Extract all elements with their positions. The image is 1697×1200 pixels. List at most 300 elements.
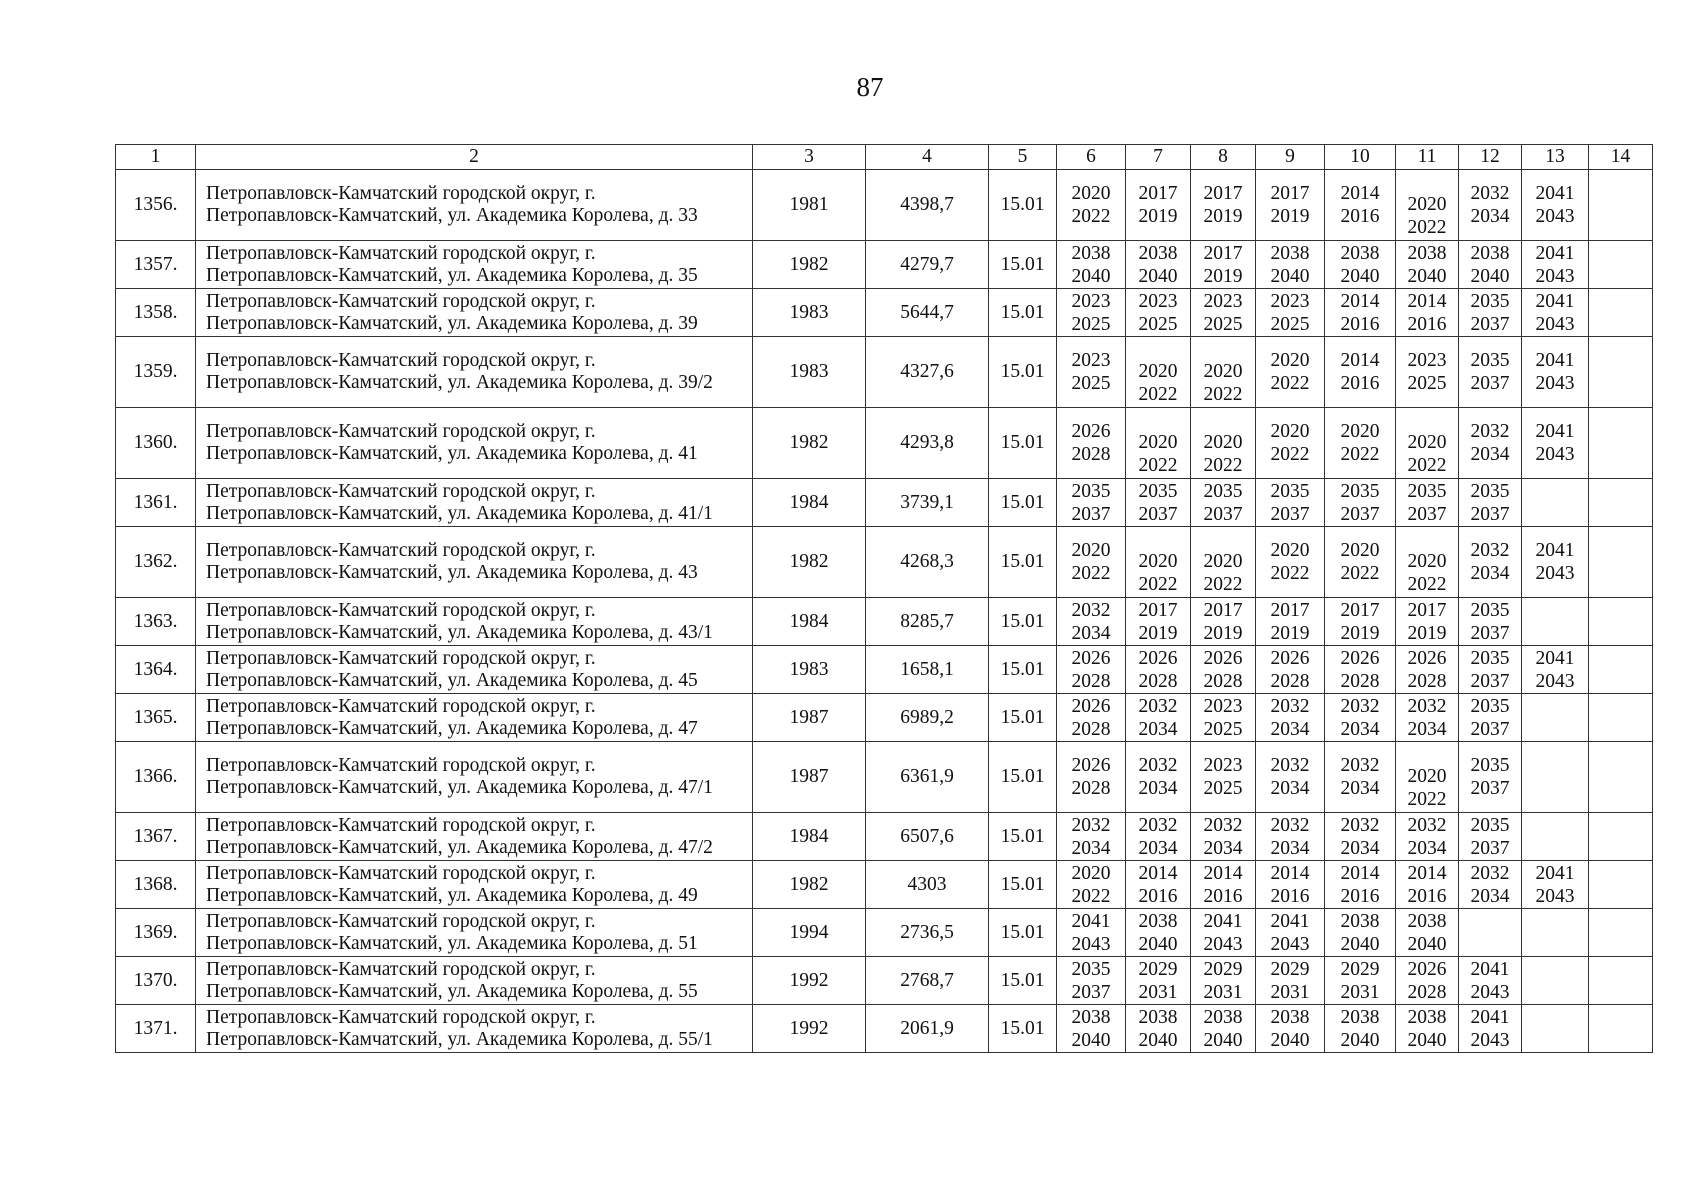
period-end-year: 2025 [1071,313,1111,335]
period-cell [1459,742,1522,813]
period-start-year: 2032 [1407,814,1447,836]
period-cell [1057,813,1126,861]
period-end-year: 2043 [1071,933,1111,955]
period-end-year: 2034 [1407,837,1447,859]
period-end-year: 2025 [1407,373,1447,394]
period-start-year: 2020 [1138,551,1178,572]
code-cell: 15.01 [989,861,1057,909]
period-start-year: 2035 [1470,695,1510,717]
period-end-year: 2016 [1340,885,1380,907]
table-row [116,337,1653,408]
period-end-year: 2022 [1270,563,1310,584]
period-cell [1459,527,1522,598]
period-start-year: 2020 [1138,361,1178,382]
period-start-year: 2029 [1270,958,1310,980]
period-start-year: 2017 [1138,599,1178,621]
address-line-1: Петропавловск-Камчатский городской округ, г. [206,599,596,621]
period-start-year: 2029 [1203,958,1243,980]
area-cell: 1658,1 [866,646,989,694]
address-cell [196,170,753,241]
period-cell [1396,479,1459,527]
address-line-2: Петропавловск-Камчатский, ул. Академика Королева, д. 47/2 [206,836,713,858]
period-cell [1522,337,1589,408]
period-end-year: 2034 [1340,718,1380,740]
period-end-year: 2016 [1203,885,1243,907]
period-cell [1126,598,1191,646]
address-cell [196,813,753,861]
address-cell [196,598,753,646]
period-start-year: 2032 [1340,755,1380,776]
period-start-year: 2020 [1407,194,1447,215]
address-line-1: Петропавловск-Камчатский городской округ, г. [206,183,596,204]
period-end-year: 2034 [1071,837,1111,859]
period-start-year: 2026 [1407,647,1447,669]
period-cell [1396,598,1459,646]
period-start-year: 2032 [1340,814,1380,836]
code-cell: 15.01 [989,694,1057,742]
period-cell [1522,861,1589,909]
row-number-cell: 1370. [116,957,196,1005]
address-cell [196,479,753,527]
period-end-year: 2016 [1270,885,1310,907]
period-cell [1459,289,1522,337]
period-end-year: 2034 [1071,622,1111,644]
period-end-year: 2028 [1071,444,1111,465]
period-cell [1396,337,1459,408]
period-start-year: 2020 [1203,432,1243,453]
period-end-year: 2043 [1203,933,1243,955]
period-cell [1589,646,1653,694]
period-start-year: 2041 [1535,183,1575,204]
period-end-year: 2034 [1270,778,1310,799]
period-cell [1589,241,1653,289]
period-end-year: 2034 [1340,778,1380,799]
table-row [116,170,1653,241]
period-end-year: 2043 [1535,670,1575,692]
code-cell: 15.01 [989,527,1057,598]
period-end-year: 2022 [1203,455,1243,476]
period-end-year: 2019 [1203,265,1243,287]
period-start-year: 2041 [1535,540,1575,561]
period-cell [1057,861,1126,909]
column-header-8: 8 [1191,145,1256,170]
code-cell: 15.01 [989,289,1057,337]
period-cell [1396,861,1459,909]
period-end-year: 2019 [1138,206,1178,227]
period-end-year: 2028 [1203,670,1243,692]
period-start-year: 2020 [1270,350,1310,371]
construction-year-cell: 1982 [753,527,866,598]
period-start-year: 2041 [1535,242,1575,264]
period-end-year: 2016 [1407,313,1447,335]
column-header-12: 12 [1459,145,1522,170]
period-end-year: 2019 [1203,622,1243,644]
period-start-year: 2020 [1270,421,1310,442]
period-end-year: 2016 [1340,206,1380,227]
table-row [116,909,1653,957]
period-end-year: 2019 [1270,206,1310,227]
period-cell [1126,861,1191,909]
period-cell [1057,289,1126,337]
housing-register-table [115,144,1653,1053]
code-cell: 15.01 [989,170,1057,241]
period-end-year: 2034 [1340,837,1380,859]
period-end-year: 2037 [1470,503,1510,525]
code-cell: 15.01 [989,646,1057,694]
period-start-year: 2041 [1535,421,1575,442]
period-cell [1256,861,1325,909]
area-cell: 4293,8 [866,408,989,479]
period-end-year: 2037 [1203,503,1243,525]
period-end-year: 2040 [1470,265,1510,287]
address-line-2: Петропавловск-Камчатский, ул. Академика Королева, д. 55 [206,980,698,1002]
period-end-year: 2022 [1270,444,1310,465]
period-start-year: 2038 [1203,1006,1243,1028]
period-cell [1126,408,1191,479]
address-line-2: Петропавловск-Камчатский, ул. Академика Королева, д. 41/1 [206,502,713,524]
table-row [116,694,1653,742]
period-cell [1057,694,1126,742]
period-start-year: 2032 [1071,814,1111,836]
table-row [116,957,1653,1005]
period-end-year: 2019 [1270,622,1310,644]
period-end-year: 2022 [1138,455,1178,476]
column-header-3: 3 [753,145,866,170]
period-cell [1191,527,1256,598]
period-start-year: 2020 [1270,540,1310,561]
period-cell [1325,1005,1396,1053]
period-start-year: 2032 [1138,814,1178,836]
period-cell [1589,909,1653,957]
period-cell [1459,1005,1522,1053]
period-cell [1191,408,1256,479]
code-cell: 15.01 [989,241,1057,289]
address-cell [196,527,753,598]
period-start-year: 2035 [1470,755,1510,776]
address-line-1: Петропавловск-Камчатский городской округ, г. [206,958,596,980]
period-cell [1459,694,1522,742]
area-cell: 2736,5 [866,909,989,957]
period-end-year: 2043 [1535,444,1575,465]
period-cell [1256,408,1325,479]
area-cell: 4268,3 [866,527,989,598]
period-end-year: 2040 [1071,1029,1111,1051]
period-end-year: 2034 [1203,837,1243,859]
period-start-year: 2038 [1407,242,1447,264]
area-cell: 6507,6 [866,813,989,861]
period-start-year: 2035 [1407,480,1447,502]
period-start-year: 2032 [1470,183,1510,204]
period-end-year: 2043 [1535,206,1575,227]
period-end-year: 2040 [1407,265,1447,287]
period-end-year: 2028 [1071,778,1111,799]
address-cell [196,742,753,813]
period-end-year: 2019 [1203,206,1243,227]
period-cell [1459,646,1522,694]
period-start-year: 2038 [1407,1006,1447,1028]
period-end-year: 2043 [1535,885,1575,907]
period-start-year: 2020 [1138,432,1178,453]
period-end-year: 2028 [1138,670,1178,692]
period-cell [1126,957,1191,1005]
row-number-cell: 1362. [116,527,196,598]
period-cell [1126,909,1191,957]
period-start-year: 2032 [1407,695,1447,717]
address-cell [196,646,753,694]
address-cell [196,1005,753,1053]
period-cell [1126,170,1191,241]
address-line-1: Петропавловск-Камчатский городской округ, г. [206,480,596,502]
address-line-2: Петропавловск-Камчатский, ул. Академика Королева, д. 47 [206,717,698,739]
address-cell [196,861,753,909]
period-start-year: 2014 [1407,290,1447,312]
period-start-year: 2017 [1203,242,1243,264]
period-start-year: 2035 [1138,480,1178,502]
period-end-year: 2043 [1470,981,1510,1003]
period-start-year: 2014 [1340,350,1380,371]
period-start-year: 2029 [1138,958,1178,980]
period-cell [1325,909,1396,957]
period-end-year: 2034 [1138,837,1178,859]
period-cell [1589,289,1653,337]
period-cell [1191,1005,1256,1053]
construction-year-cell: 1984 [753,813,866,861]
period-cell [1191,742,1256,813]
address-line-1: Петропавловск-Камчатский городской округ, г. [206,421,596,442]
period-start-year: 2017 [1203,183,1243,204]
period-start-year: 2020 [1203,551,1243,572]
period-cell [1126,479,1191,527]
period-start-year: 2014 [1407,862,1447,884]
period-start-year: 2020 [1071,862,1111,884]
period-cell [1256,527,1325,598]
period-start-year: 2026 [1071,755,1111,776]
period-start-year: 2038 [1470,242,1510,264]
table-row [116,598,1653,646]
period-end-year: 2028 [1340,670,1380,692]
period-cell [1522,1005,1589,1053]
period-cell [1589,957,1653,1005]
period-end-year: 2037 [1470,837,1510,859]
row-number-cell: 1361. [116,479,196,527]
column-header-9: 9 [1256,145,1325,170]
period-start-year: 2032 [1270,695,1310,717]
row-number-cell: 1360. [116,408,196,479]
period-cell [1589,337,1653,408]
address-line-1: Петропавловск-Камчатский городской округ, г. [206,1006,596,1028]
period-cell [1459,813,1522,861]
period-start-year: 2041 [1470,1006,1510,1028]
period-end-year: 2034 [1470,206,1510,227]
table-row [116,813,1653,861]
period-end-year: 2022 [1340,563,1380,584]
period-cell [1325,479,1396,527]
table-row [116,241,1653,289]
period-end-year: 2028 [1071,670,1111,692]
period-cell [1589,170,1653,241]
address-line-2: Петропавловск-Камчатский, ул. Академика Королева, д. 55/1 [206,1028,713,1050]
period-cell [1396,527,1459,598]
period-start-year: 2014 [1203,862,1243,884]
period-start-year: 2035 [1270,480,1310,502]
column-header-14: 14 [1589,145,1653,170]
period-cell [1256,1005,1325,1053]
address-cell [196,241,753,289]
period-cell [1126,337,1191,408]
period-end-year: 2040 [1203,1029,1243,1051]
period-end-year: 2040 [1071,265,1111,287]
period-start-year: 2029 [1340,958,1380,980]
period-end-year: 2016 [1340,313,1380,335]
period-end-year: 2043 [1535,373,1575,394]
period-cell [1459,909,1522,957]
construction-year-cell: 1984 [753,479,866,527]
period-start-year: 2041 [1470,958,1510,980]
period-end-year: 2043 [1535,563,1575,584]
period-end-year: 2034 [1470,444,1510,465]
period-end-year: 2040 [1138,933,1178,955]
table-row [116,861,1653,909]
period-cell [1325,742,1396,813]
period-cell [1057,527,1126,598]
period-start-year: 2026 [1071,695,1111,717]
table-row [116,479,1653,527]
period-end-year: 2037 [1407,503,1447,525]
construction-year-cell: 1983 [753,646,866,694]
period-start-year: 2020 [1340,540,1380,561]
address-cell [196,694,753,742]
period-cell [1191,598,1256,646]
period-cell [1057,1005,1126,1053]
period-end-year: 2040 [1407,1029,1447,1051]
period-cell [1459,479,1522,527]
period-cell [1191,170,1256,241]
period-cell [1191,289,1256,337]
period-end-year: 2043 [1535,313,1575,335]
period-cell [1256,241,1325,289]
period-start-year: 2014 [1340,183,1380,204]
address-line-1: Петропавловск-Камчатский городской округ, г. [206,647,596,669]
period-start-year: 2023 [1203,755,1243,776]
period-start-year: 2038 [1138,1006,1178,1028]
period-cell [1522,527,1589,598]
period-end-year: 2040 [1340,1029,1380,1051]
address-cell [196,337,753,408]
period-cell [1256,170,1325,241]
column-number-header-row [116,145,1653,170]
code-cell: 15.01 [989,337,1057,408]
period-start-year: 2014 [1340,862,1380,884]
area-cell: 5644,7 [866,289,989,337]
period-cell [1459,408,1522,479]
construction-year-cell: 1987 [753,694,866,742]
address-line-1: Петропавловск-Камчатский городской округ, г. [206,695,596,717]
period-start-year: 2032 [1138,755,1178,776]
code-cell: 15.01 [989,1005,1057,1053]
period-end-year: 2019 [1138,622,1178,644]
period-cell [1522,813,1589,861]
period-end-year: 2028 [1407,670,1447,692]
period-start-year: 2038 [1270,242,1310,264]
period-cell [1589,813,1653,861]
period-cell [1522,909,1589,957]
code-cell: 15.01 [989,957,1057,1005]
period-start-year: 2017 [1270,599,1310,621]
period-end-year: 2025 [1203,718,1243,740]
construction-year-cell: 1992 [753,1005,866,1053]
address-line-2: Петропавловск-Камчатский, ул. Академика Королева, д. 41 [206,443,698,464]
period-cell [1459,241,1522,289]
column-header-10: 10 [1325,145,1396,170]
address-line-2: Петропавловск-Камчатский, ул. Академика Королева, д. 45 [206,669,698,691]
period-end-year: 2031 [1203,981,1243,1003]
period-cell [1126,527,1191,598]
address-line-2: Петропавловск-Камчатский, ул. Академика Королева, д. 43 [206,562,698,583]
period-start-year: 2026 [1071,421,1111,442]
period-end-year: 2031 [1138,981,1178,1003]
address-line-2: Петропавловск-Камчатский, ул. Академика Королева, д. 39 [206,312,698,334]
period-start-year: 2023 [1270,290,1310,312]
period-cell [1191,646,1256,694]
period-start-year: 2038 [1071,1006,1111,1028]
period-end-year: 2025 [1071,373,1111,394]
address-cell [196,289,753,337]
period-end-year: 2034 [1407,718,1447,740]
period-cell [1522,598,1589,646]
construction-year-cell: 1982 [753,241,866,289]
period-start-year: 2041 [1535,647,1575,669]
period-end-year: 2040 [1270,265,1310,287]
period-start-year: 2020 [1071,183,1111,204]
period-end-year: 2037 [1071,503,1111,525]
address-line-2: Петропавловск-Камчатский, ул. Академика Королева, д. 49 [206,884,698,906]
area-cell: 2768,7 [866,957,989,1005]
period-end-year: 2028 [1071,718,1111,740]
period-end-year: 2040 [1270,1029,1310,1051]
construction-year-cell: 1992 [753,957,866,1005]
period-cell [1325,694,1396,742]
period-end-year: 2022 [1340,444,1380,465]
period-cell [1459,861,1522,909]
period-start-year: 2035 [1470,290,1510,312]
period-end-year: 2022 [1138,384,1178,405]
period-end-year: 2022 [1138,574,1178,595]
column-header-5: 5 [989,145,1057,170]
area-cell: 4279,7 [866,241,989,289]
construction-year-cell: 1987 [753,742,866,813]
period-start-year: 2035 [1470,350,1510,371]
column-header-2: 2 [196,145,753,170]
construction-year-cell: 1982 [753,408,866,479]
column-header-6: 6 [1057,145,1126,170]
period-cell [1396,170,1459,241]
period-start-year: 2032 [1270,814,1310,836]
period-cell [1522,479,1589,527]
period-cell [1522,957,1589,1005]
period-start-year: 2023 [1138,290,1178,312]
period-end-year: 2037 [1270,503,1310,525]
period-cell [1396,1005,1459,1053]
period-end-year: 2016 [1407,885,1447,907]
period-start-year: 2041 [1535,862,1575,884]
period-end-year: 2022 [1270,373,1310,394]
period-end-year: 2043 [1535,265,1575,287]
construction-year-cell: 1984 [753,598,866,646]
period-cell [1191,694,1256,742]
period-end-year: 2040 [1407,933,1447,955]
row-number-cell: 1364. [116,646,196,694]
period-end-year: 2037 [1340,503,1380,525]
